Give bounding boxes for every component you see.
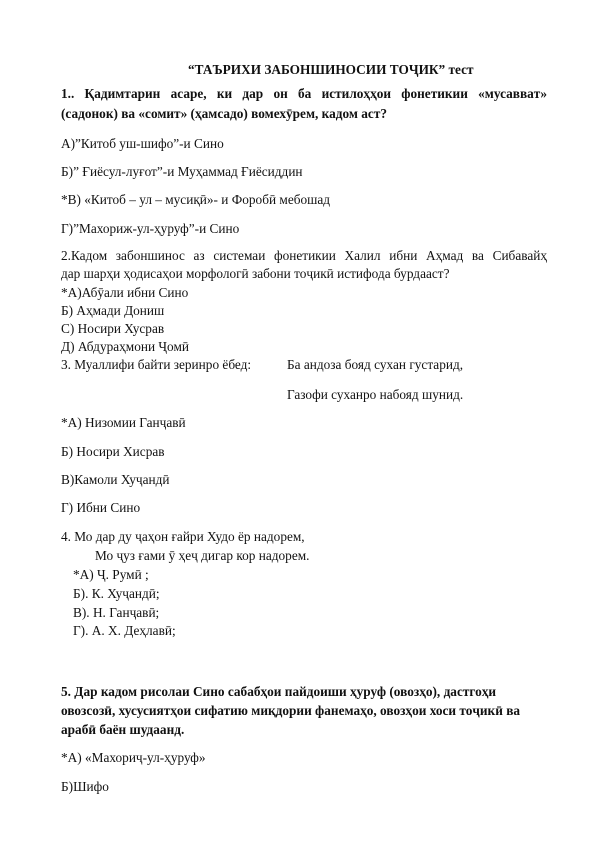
question-3-verse-2: Газофи суханро набояд шунид. — [287, 387, 464, 402]
question-4-option-a: *А) Ҷ. Румӣ ; — [73, 567, 149, 582]
page-title: “ТАЪРИХИ ЗАБОНШИНОСИИ ТОҶИК” тест — [188, 62, 474, 77]
question-5-line-1: 5. Дар кадом рисолаи Сино сабабҳои пайдоиши ҳуруф (овозҳо), дастгоҳи — [61, 684, 497, 699]
question-1-line-1: 1.. Қадимтарин асаре, ки дар он ба истилоҳҳои фонетикии «мусаввaт» — [61, 86, 547, 101]
question-4-option-d: Г). А. Х. Деҳлавӣ; — [73, 623, 176, 638]
question-2-option-b: Б) Аҳмади Дониш — [61, 303, 165, 318]
question-1-option-a: А)”Китоб уш-шифо”-и Сино — [61, 136, 224, 151]
question-3-option-c: В)Камоли Хуҷандӣ — [61, 472, 170, 487]
question-5-option-b: Б)Шифо — [61, 779, 109, 794]
question-5-option-a: *А) «Махориҷ-ул-ҳуруф» — [61, 750, 206, 765]
question-1-option-b: Б)” Ғиёсул-луғот”-и Муҳаммад Ғиёсиддин — [61, 164, 303, 179]
question-4-option-b: Б). К. Хуҷандӣ; — [73, 586, 160, 601]
question-2-line-2: дар шарҳи ҳодисаҳои морфологӣ забони тоҷикӣ истифода бурдааст? — [61, 266, 450, 281]
question-4-verse-2: Мо ҷуз ғами ӯ ҳеҷ дигар кор надорем. — [95, 548, 310, 563]
question-3-text: 3. Муаллифи байти зеринро ёбед: — [61, 357, 252, 372]
question-5-line-3: арабӣ баён шудаанд. — [61, 722, 185, 737]
question-2-option-c: С) Носири Хусрав — [61, 321, 165, 336]
question-1-option-c: *В) «Китоб – ул – мусиқӣ»- и Форобӣ мебошад — [61, 192, 331, 207]
question-1-line-2: (садонок) ва «сомит» (ҳамсадо) вомехӯрем, кадом аст? — [61, 106, 388, 121]
question-2-line-1: 2.Кадом забоншинос аз системаи фонетикии Халил ибни Аҳмад ва Сибавайҳ — [61, 248, 547, 263]
question-3-option-a: *А) Низомии Ганҷавӣ — [61, 415, 186, 430]
question-5-line-2: овозсозӣ, хусусиятҳои сифатию миқдории фанемаҳо, овозҳои хоси тоҷикӣ ва — [61, 703, 521, 718]
question-3-option-b: Б) Носири Хисрав — [61, 444, 165, 459]
question-4-option-c: В). Н. Ганҷавӣ; — [73, 605, 160, 620]
question-1-option-d: Г)”Махориж-ул-ҳуруф”-и Сино — [61, 221, 240, 236]
question-2-option-a: *А)Абӯали ибни Сино — [61, 285, 189, 300]
question-3-option-d: Г) Ибни Сино — [61, 500, 141, 515]
question-2-option-d: Д) Абдураҳмони Ҷомӣ — [61, 339, 189, 354]
question-3-verse-1: Ба андоза бояд сухан густарид, — [287, 357, 464, 372]
question-4-verse-1: 4. Мо дар ду ҷаҳон ғайри Худо ёр надорем, — [61, 529, 305, 544]
